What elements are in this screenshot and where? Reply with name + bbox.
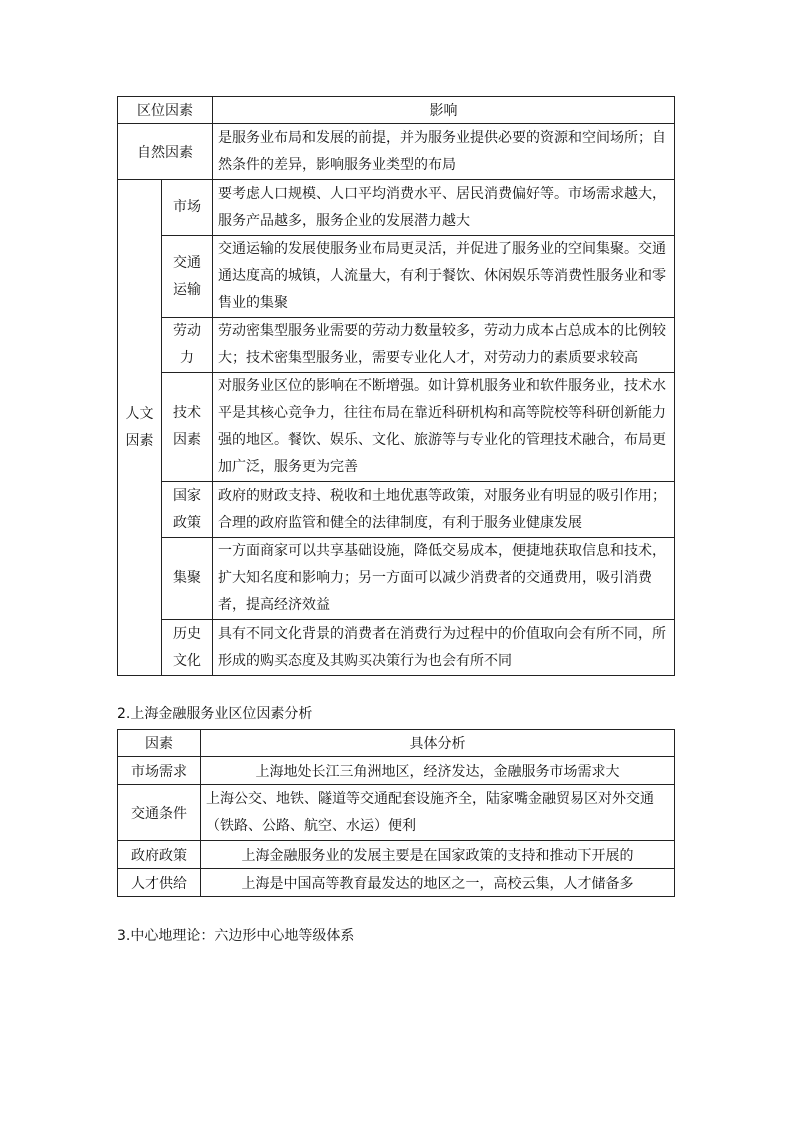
table-row — [118, 620, 675, 676]
header-analysis: 具体分析 — [201, 730, 675, 757]
table-row — [118, 538, 675, 620]
table-header-row — [118, 97, 675, 124]
sub-factor-label: 交通运输 — [162, 236, 213, 318]
sub-factor-label: 国家政策 — [162, 482, 213, 538]
table-row — [118, 757, 675, 785]
sub-factor-label: 集聚 — [162, 538, 213, 620]
header-factor: 因素 — [118, 730, 201, 757]
factor-cell: 市场需求 — [118, 757, 201, 785]
sub-factor-label: 市场 — [162, 180, 213, 236]
factor-cell: 交通条件 — [118, 785, 201, 841]
sub-factor-text: 对服务业区位的影响在不断增强。如计算机服务业和软件服务业，技术水平是其核心竞争力，往往布局在靠近科研机构和高等院校等科研创新能力强的地区。餐饮、娱乐、文化、旅游等与专业化的管理技术融合，布局更加广泛，服务更为完善 — [213, 373, 675, 482]
sub-factor-text: 劳动密集型服务业需要的劳动力数量较多，劳动力成本占总成本的比例较大；技术密集型服务业，需要专业化人才，对劳动力的素质要求较高 — [213, 318, 675, 373]
table-row — [118, 373, 675, 482]
table-row — [118, 841, 675, 869]
header-impact: 影响 — [213, 97, 675, 124]
natural-factor-label: 自然因素 — [118, 124, 213, 180]
sub-factor-label: 历史文化 — [162, 620, 213, 676]
table-row — [118, 180, 675, 236]
table-row-natural — [118, 124, 675, 180]
table-row — [118, 482, 675, 538]
natural-factor-text: 是服务业布局和发展的前提，并为服务业提供必要的资源和空间场所；自然条件的差异，影响服务业类型的布局 — [213, 124, 675, 180]
location-factors-table — [117, 96, 675, 676]
sub-factor-text: 政府的财政支持、税收和土地优惠等政策，对服务业有明显的吸引作用；合理的政府监管和健全的法律制度，有利于服务业健康发展 — [213, 482, 675, 538]
sub-factor-text: 交通运输的发展使服务业布局更灵活，并促进了服务业的空间集聚。交通通达度高的城镇，人流量大，有利于餐饮、休闲娱乐等消费性服务业和零售业的集聚 — [213, 236, 675, 318]
table-header-row — [118, 730, 675, 757]
factor-cell: 人才供给 — [118, 869, 201, 897]
analysis-cell: 上海地处长江三角洲地区，经济发达，金融服务市场需求大 — [201, 757, 675, 785]
header-factor: 区位因素 — [118, 97, 213, 124]
table-row — [118, 318, 675, 373]
analysis-cell: 上海金融服务业的发展主要是在国家政策的支持和推动下开展的 — [201, 841, 675, 869]
factor-cell: 政府政策 — [118, 841, 201, 869]
sub-factor-label: 技术因素 — [162, 373, 213, 482]
sub-factor-label: 劳动力 — [162, 318, 213, 373]
sub-factor-text: 要考虑人口规模、人口平均消费水平、居民消费偏好等。市场需求越大，服务产品越多，服务企业的发展潜力越大 — [213, 180, 675, 236]
analysis-cell: 上海公交、地铁、隧道等交通配套设施齐全，陆家嘴金融贸易区对外交通（铁路、公路、航空、水运）便利 — [201, 785, 675, 841]
sub-factor-text: 一方面商家可以共享基础设施，降低交易成本，便捷地获取信息和技术，扩大知名度和影响力；另一方面可以减少消费者的交通费用，吸引消费者，提高经济效益 — [213, 538, 675, 620]
table-row — [118, 785, 675, 841]
shanghai-finance-table — [117, 729, 675, 897]
human-factor-label: 人文因素 — [118, 180, 162, 676]
table-row — [118, 236, 675, 318]
table-row — [118, 869, 675, 897]
sub-factor-text: 具有不同文化背景的消费者在消费行为过程中的价值取向会有所不同，所形成的购买态度及其购买决策行为也会有所不同 — [213, 620, 675, 676]
section3-heading: 3.中心地理论：六边形中心地等级体系 — [117, 928, 355, 944]
section2-heading: 2.上海金融服务业区位因素分析 — [117, 706, 313, 722]
analysis-cell: 上海是中国高等教育最发达的地区之一，高校云集，人才储备多 — [201, 869, 675, 897]
